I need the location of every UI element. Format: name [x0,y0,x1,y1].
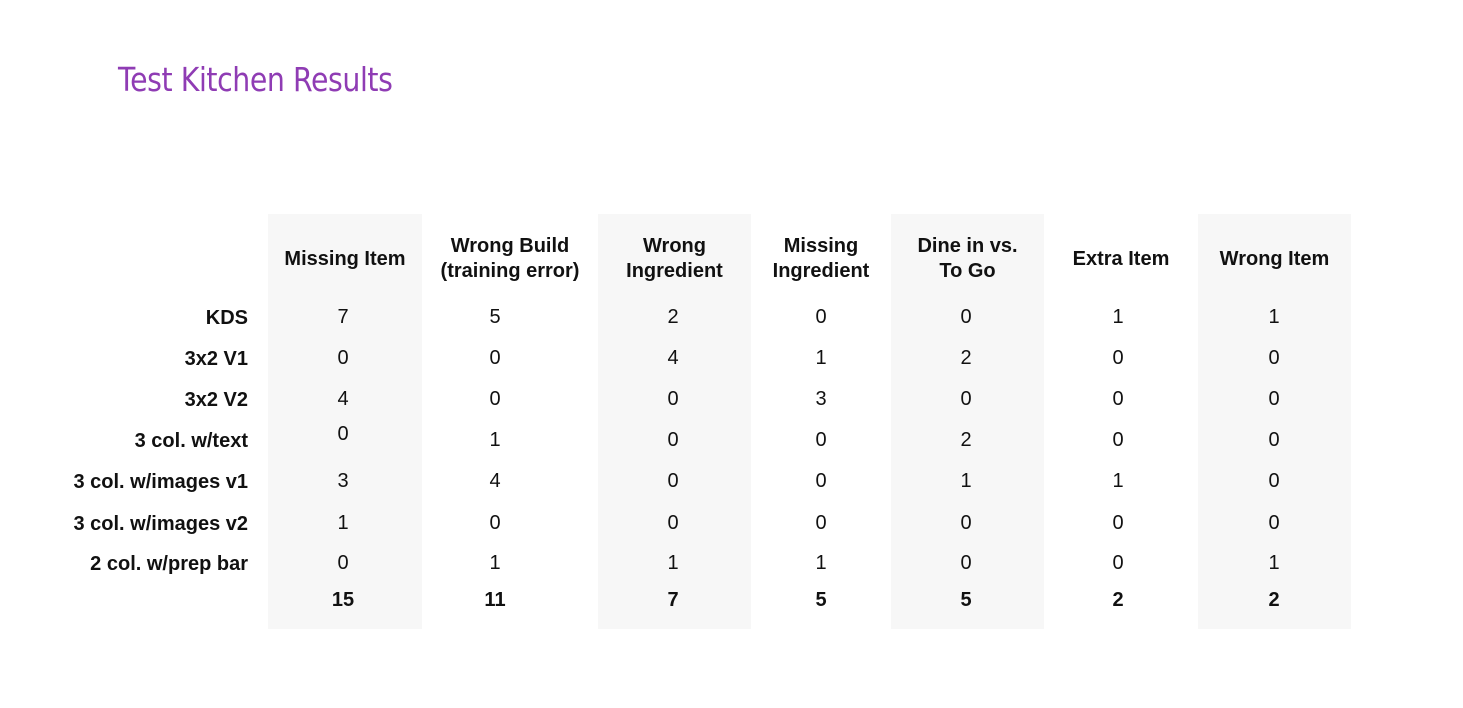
table-cell: 0 [667,470,679,492]
table-cell: 0 [489,512,501,534]
total-cell: 15 [331,589,355,611]
table-cell: 3 [815,388,827,410]
table-cell: 0 [1268,429,1280,451]
table-cell: 0 [489,347,501,369]
column-header: Wrong Build (training error) [440,235,580,282]
total-cell: 5 [960,589,972,611]
row-label: 3x2 V2 [184,389,248,411]
table-cell: 4 [489,470,501,492]
total-cell: 7 [667,589,679,611]
table-cell: 0 [489,388,501,410]
column-header: Wrong Item [1219,247,1330,270]
table-cell: 1 [815,552,827,574]
table-cell: 0 [815,512,827,534]
table-cell: 2 [960,347,972,369]
row-label: 3x2 V1 [184,348,248,370]
row-label: KDS [205,307,248,329]
table-cell: 1 [1112,470,1124,492]
table-cell: 0 [1268,512,1280,534]
table-cell: 1 [337,512,349,534]
table-cell: 2 [960,429,972,451]
table-cell: 1 [960,470,972,492]
table-cell: 1 [1268,552,1280,574]
table-cell: 0 [1112,388,1124,410]
table-cell: 0 [1268,388,1280,410]
total-cell: 5 [815,589,827,611]
table-cell: 1 [489,552,501,574]
table-cell: 0 [1268,347,1280,369]
table-cell: 0 [960,388,972,410]
table-cell: 1 [1268,306,1280,328]
table-cell: 0 [1112,429,1124,451]
column-header: Missing Ingredient [772,235,870,282]
table-cell: 0 [815,306,827,328]
column-header: Wrong Ingredient [626,235,723,282]
table-cell: 7 [337,306,349,328]
column-header: Dine in vs. To Go [917,235,1018,282]
row-label: 3 col. w/images v1 [73,471,248,493]
table-cell: 0 [337,347,349,369]
table-cell: 4 [667,347,679,369]
table-cell: 0 [815,470,827,492]
table-cell: 1 [815,347,827,369]
table-cell: 4 [337,388,349,410]
table-cell: 5 [489,306,501,328]
page-title: Test Kitchen Results [118,60,393,99]
table-cell: 0 [815,429,827,451]
table-cell: 0 [960,552,972,574]
table-cell: 0 [667,388,679,410]
column-header: Missing Item [284,247,406,270]
table-cell: 0 [1268,470,1280,492]
column-header: Extra Item [1072,247,1170,270]
table-cell: 0 [1112,512,1124,534]
row-label: 3 col. w/images v2 [73,513,248,535]
table-cell: 0 [667,512,679,534]
table-cell: 0 [1112,552,1124,574]
table-cell: 1 [667,552,679,574]
row-label: 3 col. w/text [134,430,248,452]
table-cell: 0 [337,552,349,574]
table-cell: 0 [960,306,972,328]
table-cell: 1 [489,429,501,451]
table-cell: 0 [960,512,972,534]
row-label: 2 col. w/prep bar [90,553,248,575]
table-cell: 2 [667,306,679,328]
table-cell: 3 [337,470,349,492]
table-cell: 0 [1112,347,1124,369]
table-cell: 0 [667,429,679,451]
table-cell: 1 [1112,306,1124,328]
total-cell: 2 [1268,589,1280,611]
total-cell: 11 [484,589,506,611]
total-cell: 2 [1112,589,1124,611]
table-cell: 0 [337,423,349,445]
